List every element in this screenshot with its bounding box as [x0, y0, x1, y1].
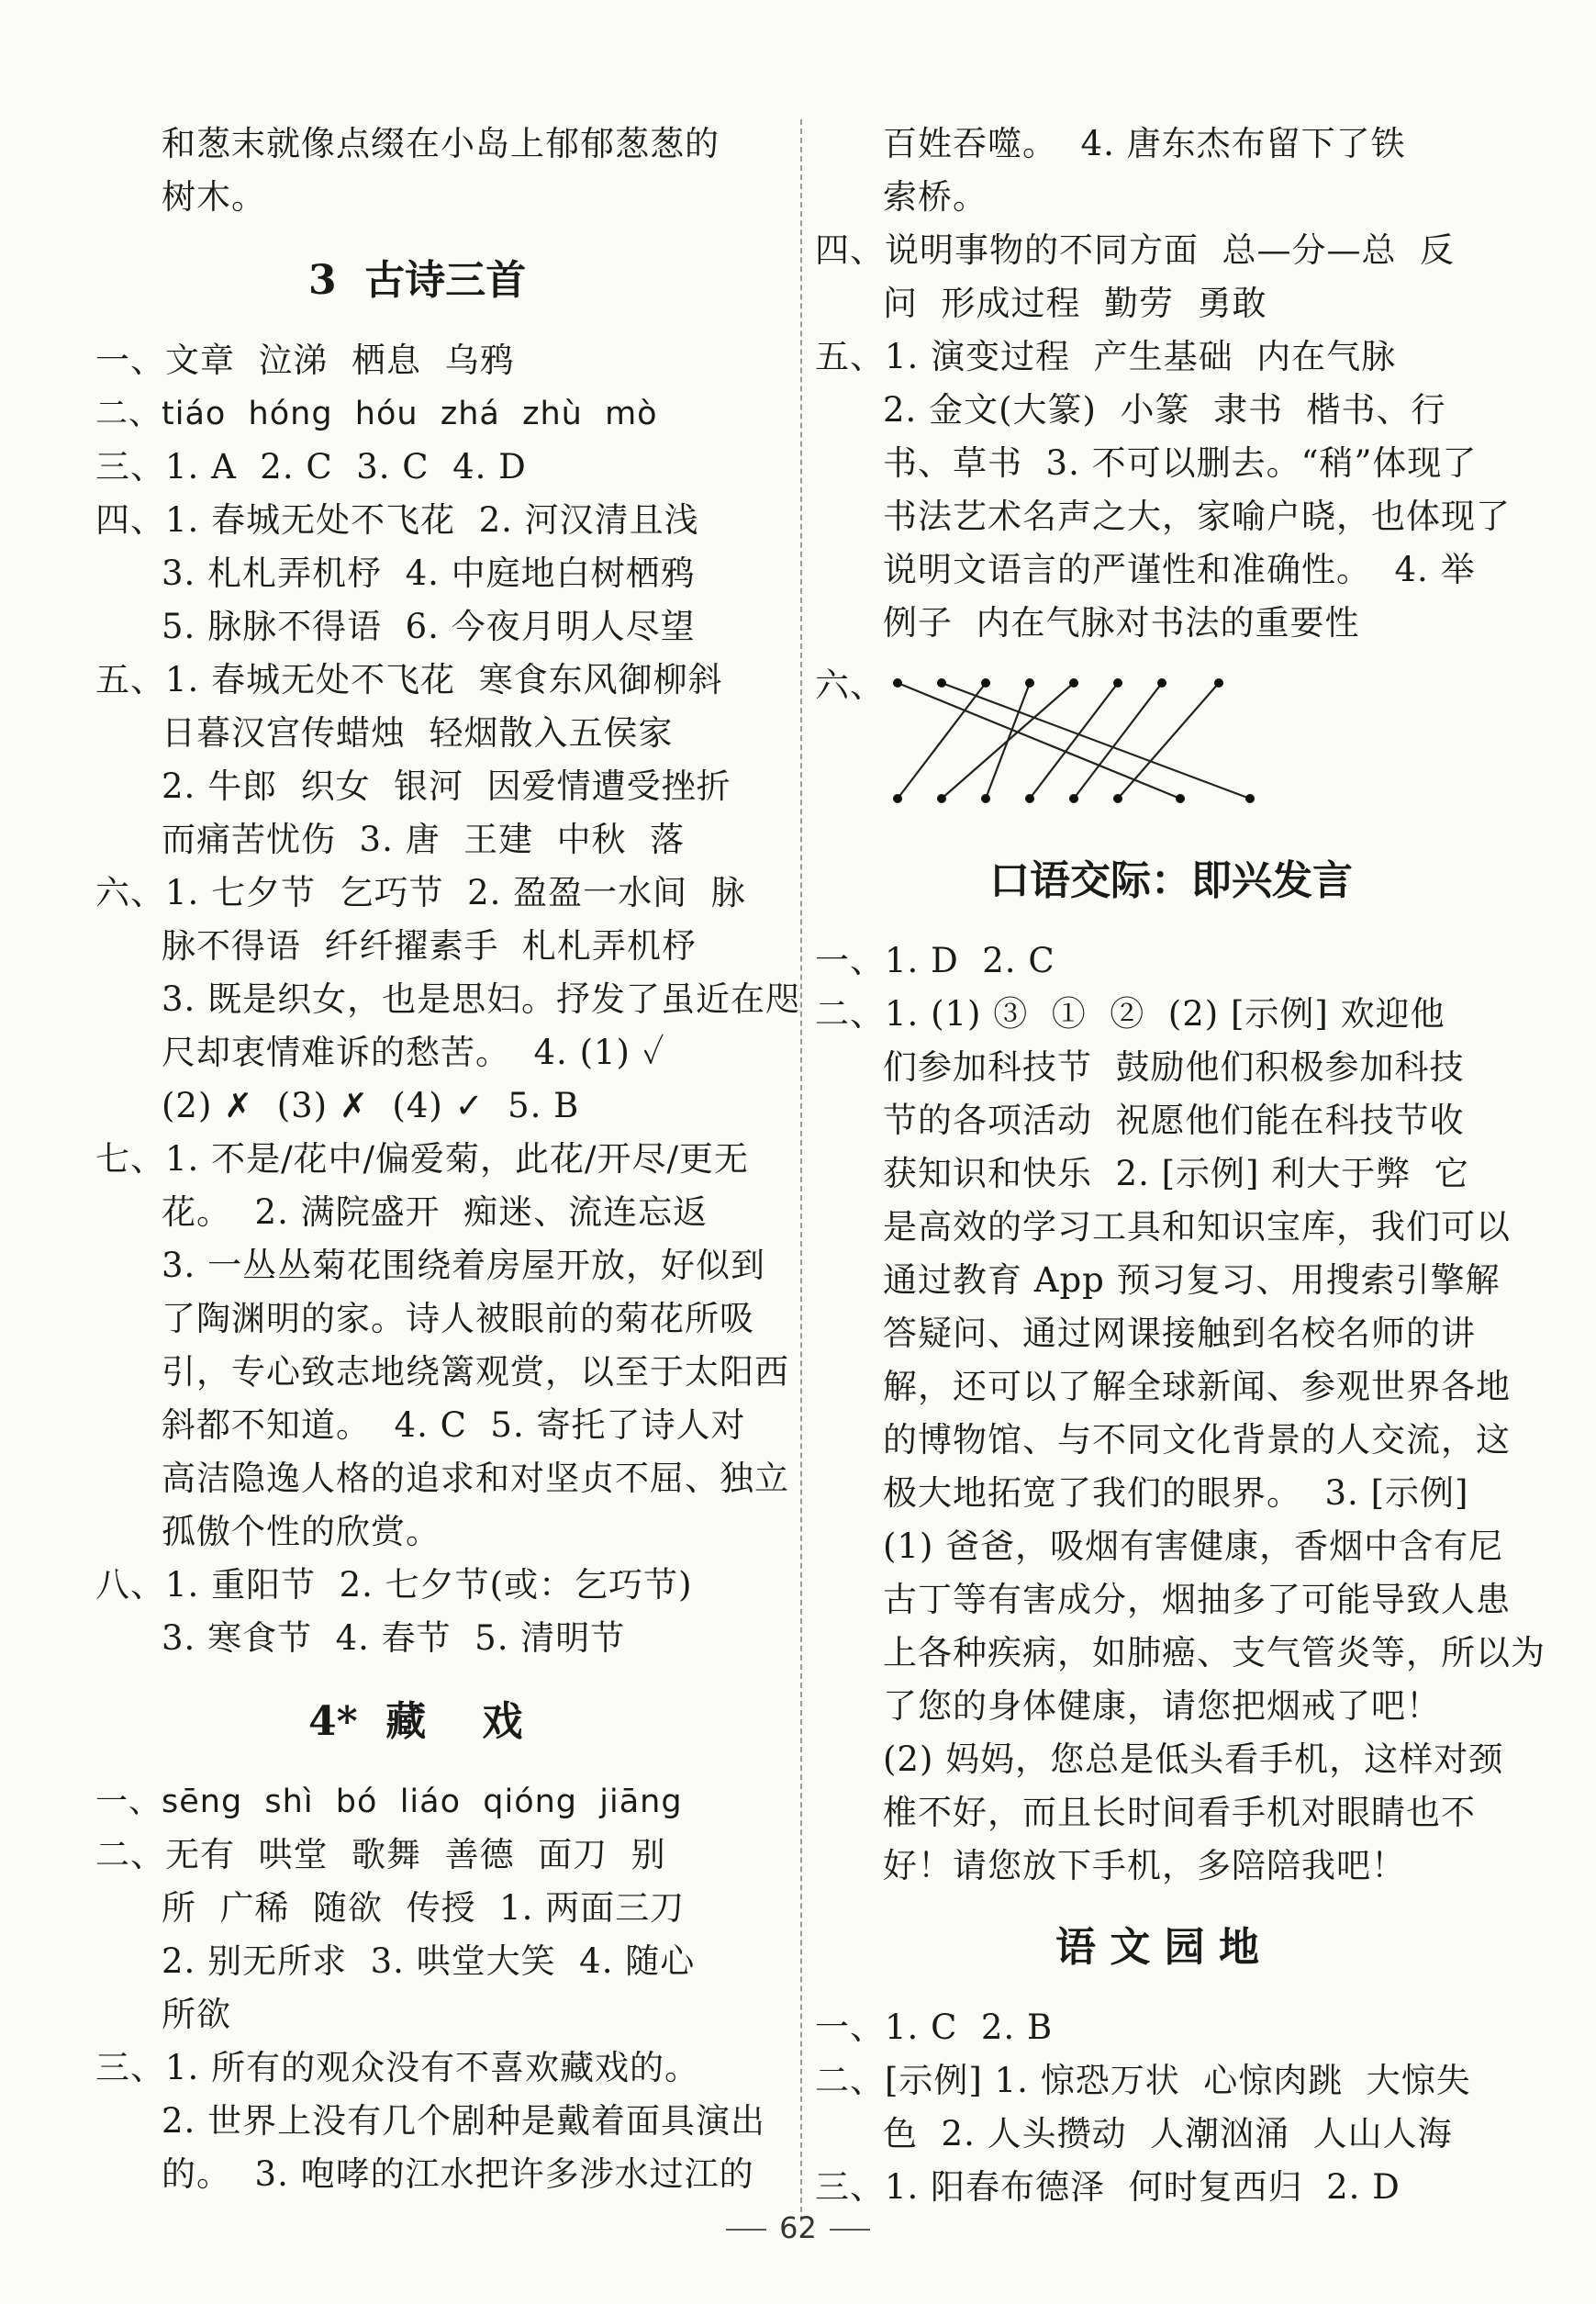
text-line: 的。 3. 咆哮的江水把许多涉水过江的 — [162, 2154, 754, 2194]
text-line: 三、1. A 2. C 3. C 4. D — [95, 447, 527, 487]
text-line: 二、无有 哄堂 歌舞 善德 面刀 别 — [95, 1835, 666, 1874]
matching-label: 六、 — [815, 665, 885, 705]
footer-dash-right — [830, 2229, 870, 2231]
text-line: 脉不得语 纤纤擢素手 札札弄机杼 — [162, 926, 698, 966]
text-line: 而痛苦忧伤 3. 唐 王建 中秋 落 — [162, 820, 686, 859]
matching-lines-diagram — [888, 668, 1256, 815]
text-line: 椎不好，而且长时间看手机对眼睛也不 — [883, 1793, 1476, 1832]
text-line: 五、1. 春城无处不飞花 寒食东风御柳斜 — [95, 660, 723, 699]
text-line: 一、1. C 2. B — [815, 2008, 1054, 2047]
pinyin-line: 二、tiáo hóng hóu zhá zhù mò — [95, 396, 658, 432]
text-line: (2) ✗ (3) ✗ (4) ✓ 5. B — [162, 1086, 580, 1125]
text-line: 四、说明事物的不同方面 总—分—总 反 — [815, 230, 1456, 270]
text-line: 索桥。 — [883, 177, 988, 217]
text-line: 3. 札札弄机杼 4. 中庭地白树栖鸦 — [162, 554, 696, 593]
text-line: 三、1. 所有的观众没有不喜欢藏戏的。 — [95, 2048, 700, 2087]
text-line: 树木。 — [162, 177, 266, 217]
text-line: 说明文语言的严谨性和准确性。 4. 举 — [883, 550, 1476, 589]
footer-dash-left — [726, 2229, 766, 2231]
text-line: 斜都不知道。 4. C 5. 寄托了诗人对 — [162, 1405, 746, 1445]
page-footer — [0, 2210, 1596, 2245]
text-line: 3. 既是织女，也是思妇。抒发了虽近在咫 — [162, 979, 801, 1019]
text-line: 七、1. 不是/花中/偏爱菊，此花/开尽/更无 — [95, 1139, 749, 1179]
text-line: 例子 内在气脉对书法的重要性 — [883, 603, 1360, 643]
text-line: 问 形成过程 勤劳 勇敢 — [883, 284, 1267, 323]
text-line: 尺却衷情难诉的愁苦。 4. (1) ✓ — [162, 1033, 665, 1072]
text-line: 和葱末就像点缀在小岛上郁郁葱葱的 — [162, 124, 720, 163]
text-line: 答疑问、通过网课接触到名校名师的讲 — [883, 1314, 1476, 1353]
page-number: 62 — [779, 2210, 817, 2245]
text-line: 书、草书 3. 不可以删去。“稍”体现了 — [883, 443, 1478, 483]
text-line: 2. 世界上没有几个剧种是戴着面具演出 — [162, 2101, 766, 2141]
text-line: 所 广稀 随欲 传授 1. 两面三刀 — [162, 1888, 686, 1928]
text-line: 古丁等有害成分，烟抽多了可能导致人患 — [883, 1580, 1511, 1619]
text-line: 一、文章 泣涕 栖息 乌鸦 — [95, 341, 515, 380]
text-line: (2) 妈妈，您总是低头看手机，这样对颈 — [883, 1739, 1504, 1779]
text-line: 获知识和快乐 2. [示例] 利大于弊 它 — [883, 1154, 1469, 1193]
text-line: 是高效的学习工具和知识宝库，我们可以 — [883, 1207, 1511, 1247]
text-line: 六、1. 七夕节 乞巧节 2. 盈盈一水间 脉 — [95, 873, 746, 912]
text-line: 3. 一丛丛菊花围绕着房屋开放，好似到 — [162, 1246, 766, 1285]
text-line: 通过教育 App 预习复习、用搜索引擎解 — [883, 1260, 1501, 1300]
text-line: 了陶渊明的家。诗人被眼前的菊花所吸 — [162, 1299, 754, 1338]
text-line: 5. 脉脉不得语 6. 今夜月明人尽望 — [162, 607, 696, 646]
text-line: 二、1. (1) ③ ① ② (2) [示例] 欢迎他 — [815, 994, 1445, 1034]
text-line: 们参加科技节 鼓励他们积极参加科技 — [883, 1047, 1465, 1087]
section-heading-3: 3 古诗三首 — [308, 257, 527, 304]
text-line: 引，专心致志地绕篱观赏，以至于太阳西 — [162, 1352, 789, 1392]
text-line: 了您的身体健康，请您把烟戒了吧！ — [883, 1686, 1441, 1726]
text-line: 的博物馆、与不同文化背景的人交流，这 — [883, 1420, 1511, 1460]
text-line: 色 2. 人头攒动 人潮汹涌 人山人海 — [883, 2114, 1453, 2153]
pinyin-line: 一、sēng shì bó liáo qióng jiāng — [95, 1784, 683, 1820]
text-line: 三、1. 阳春布德泽 何时复西归 2. D — [815, 2167, 1401, 2207]
text-line: 3. 寒食节 4. 春节 5. 清明节 — [162, 1618, 626, 1658]
text-line: 2. 金文(大篆) 小篆 隶书 楷书、行 — [883, 390, 1446, 430]
text-line: 孤傲个性的欣赏。 — [162, 1512, 441, 1551]
column-divider — [800, 119, 802, 2221]
text-line: 日暮汉宫传蜡烛 轻烟散入五侯家 — [162, 713, 674, 753]
text-line: 节的各项活动 祝愿他们能在科技节收 — [883, 1101, 1465, 1140]
text-line: 解，还可以了解全球新闻、参观世界各地 — [883, 1367, 1511, 1406]
section-heading-oral: 口语交际：即兴发言 — [989, 857, 1353, 904]
section-heading-4: 4* 藏 戏 — [308, 1698, 523, 1745]
text-line: 八、1. 重阳节 2. 七夕节(或：乞巧节) — [95, 1565, 693, 1605]
text-line: 好！请您放下手机，多陪陪我吧！ — [883, 1846, 1406, 1885]
text-line: 所欲 — [162, 1995, 231, 2034]
text-line: 书法艺术名声之大，家喻户晓，也体现了 — [883, 497, 1511, 536]
text-line: 四、1. 春城无处不飞花 2. 河汉清且浅 — [95, 500, 699, 540]
text-line: 上各种疾病，如肺癌、支气管炎等，所以为 — [883, 1633, 1546, 1672]
text-line: 百姓吞噬。 4. 唐东杰布留下了铁 — [883, 124, 1406, 163]
text-line: 高洁隐逸人格的追求和对坚贞不屈、独立 — [162, 1459, 789, 1498]
text-line: 花。 2. 满院盛开 痴迷、流连忘返 — [162, 1192, 709, 1232]
text-line: 一、1. D 2. C — [815, 941, 1055, 980]
text-line: (1) 爸爸，吸烟有害健康，香烟中含有尼 — [883, 1527, 1504, 1566]
text-line: 2. 牛郎 织女 银河 因爱情遭受挫折 — [162, 766, 731, 806]
text-line: 2. 别无所求 3. 哄堂大笑 4. 随心 — [162, 1941, 696, 1981]
text-line: 极大地拓宽了我们的眼界。 3. [示例] — [883, 1473, 1469, 1513]
text-line: 五、1. 演变过程 产生基础 内在气脉 — [815, 337, 1397, 376]
text-line: 二、[示例] 1. 惊恐万状 心惊肉跳 大惊失 — [815, 2061, 1471, 2100]
section-heading-garden: 语 文 园 地 — [1055, 1924, 1259, 1971]
